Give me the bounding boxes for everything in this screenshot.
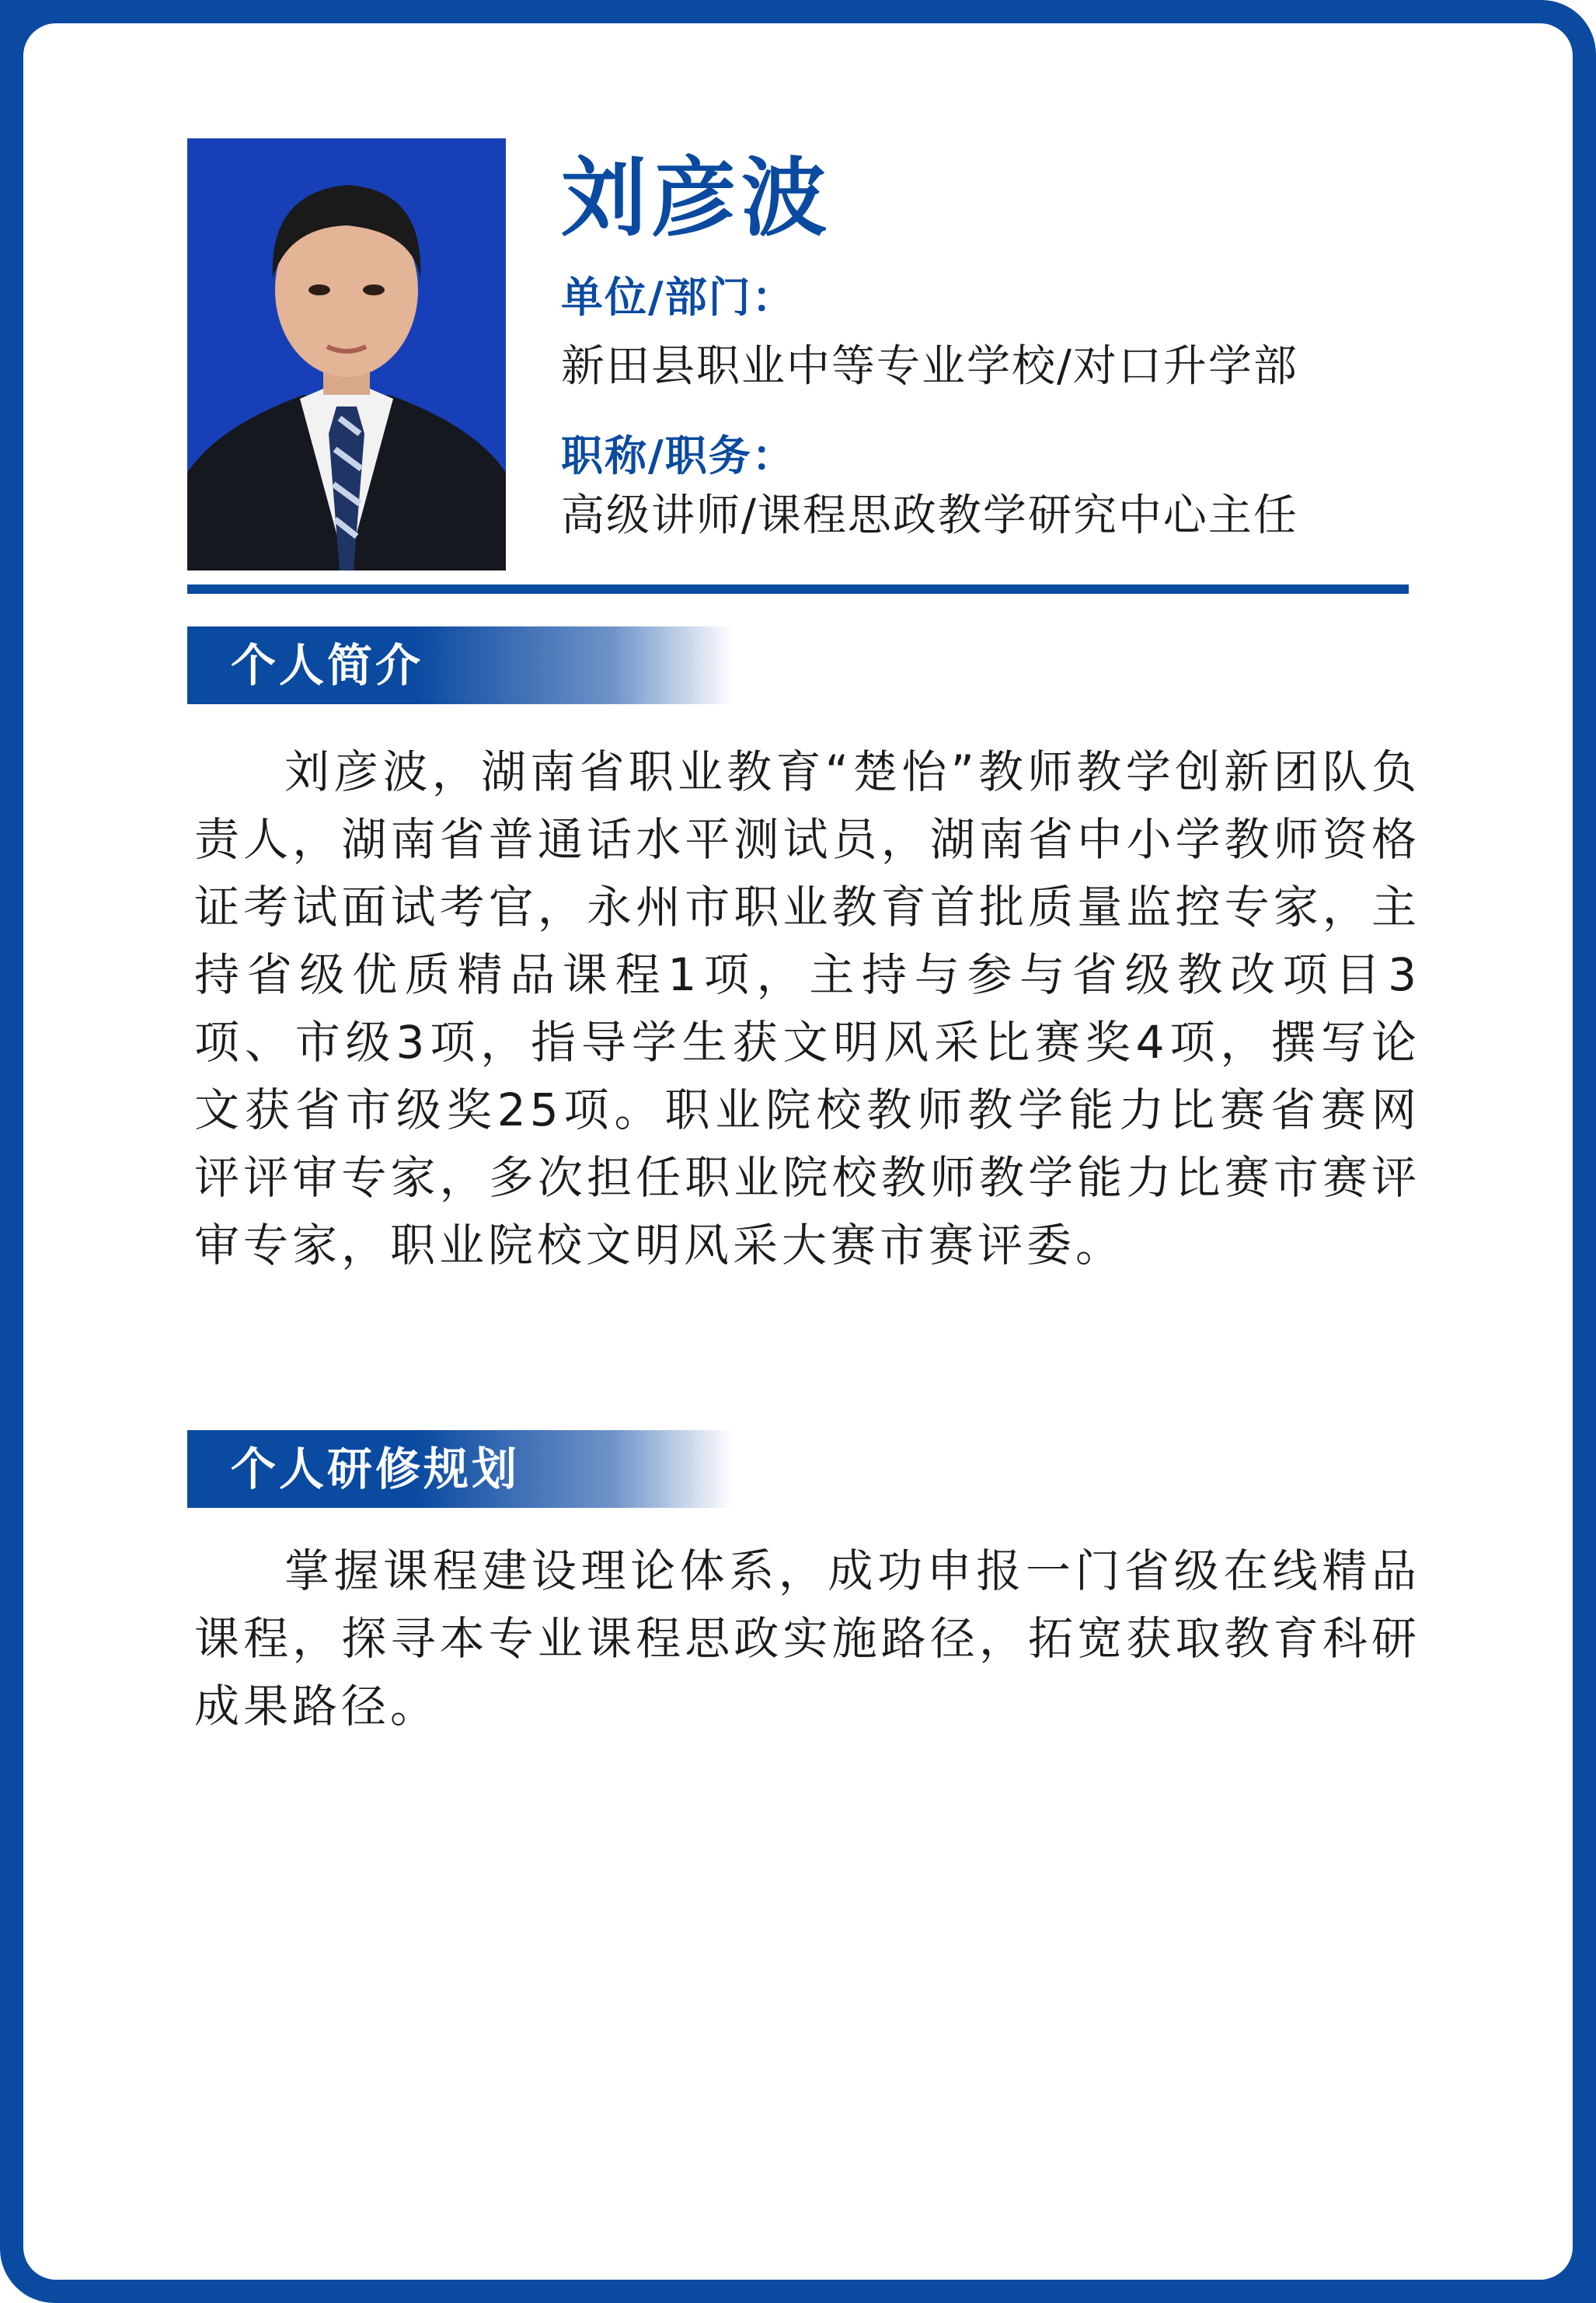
plan-heading: 个人研修规划 xyxy=(231,1443,521,1495)
intro-heading-bar xyxy=(187,626,733,704)
unit-value: 新田县职业中等专业学校/对口升学部 xyxy=(561,341,1298,392)
header-divider xyxy=(187,584,1409,594)
person-name: 刘彦波 xyxy=(561,148,831,248)
intro-paragraph: 刘彦波，湖南省职业教育“楚怡”教师教学创新团队负责人，湖南省普通话水平测试员，湖南省中小学教师资格证考试面试考官，永州市职业教育首批质量监控专家，主持省级优质精品课程1项，主持与参与省级教改项目3项、市级3项，指导学生获文明风采比赛奖4项，撰写论文获省市级奖25项。职业院校教师教学能力比赛省赛网评评审专家，多次担任职业院校教师教学能力比赛市赛评审专家，职业院校文明风采大赛市赛评委。 xyxy=(194,745,1420,1272)
unit-label: 单位/部门： xyxy=(561,273,796,322)
title-label: 职称/职务： xyxy=(561,431,796,480)
plan-paragraph: 掌握课程建设理论体系，成功申报一门省级在线精品课程，探寻本专业课程思政实施路径，拓宽获取教育科研成果路径。 xyxy=(194,1544,1420,1732)
profile-photo xyxy=(187,138,506,571)
plan-heading-bar xyxy=(187,1430,733,1508)
title-value: 高级讲师/课程思政教学研究中心主任 xyxy=(561,490,1298,541)
portrait-icon xyxy=(187,138,506,571)
intro-heading: 个人简介 xyxy=(231,639,424,692)
